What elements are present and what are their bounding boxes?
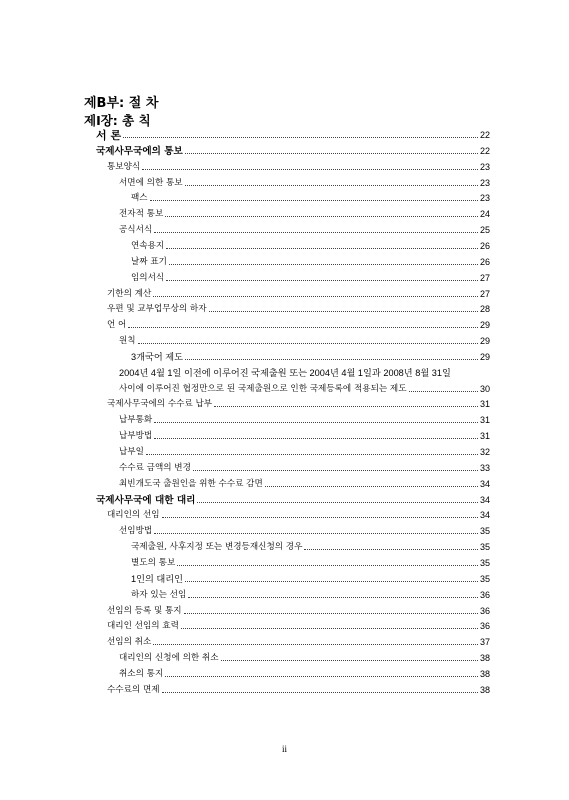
toc-dot-leader (197, 502, 478, 503)
toc-entry[interactable] (131, 586, 490, 601)
toc-entry-page: 34 (479, 510, 490, 521)
toc-dot-leader (162, 517, 478, 518)
toc-dot-leader (153, 644, 478, 645)
toc-entry-page: 30 (479, 383, 490, 394)
toc-entry[interactable] (131, 237, 490, 252)
toc-dot-leader (142, 169, 478, 170)
toc-dot-leader (128, 327, 478, 328)
toc-entry-page: 29 (479, 351, 490, 362)
toc-dot-leader (154, 232, 478, 233)
toc-entry-page: 24 (479, 209, 490, 220)
toc-entry-label: 국제사무국에 대한 대리 (96, 494, 196, 506)
toc-entry[interactable] (131, 554, 490, 569)
toc-entry-page: 38 (479, 684, 490, 695)
toc-dot-leader (193, 470, 478, 471)
toc-entry[interactable] (96, 126, 490, 141)
toc-dot-leader (166, 280, 478, 281)
toc-entry-page: 26 (479, 240, 490, 251)
toc-entry-label: 선임방법 (119, 526, 153, 537)
toc-entry[interactable] (119, 380, 490, 395)
toc-dot-leader (188, 597, 478, 598)
toc-entry-label: 전자적 통보 (119, 209, 164, 220)
toc-entry-label: 3개국어 제도 (131, 351, 184, 362)
toc-entry-page: 35 (479, 542, 490, 553)
toc-entry-label: 연속용지 (131, 240, 165, 251)
toc-entry-label: 서면에 의한 통보 (119, 177, 183, 188)
toc-dot-leader (214, 406, 478, 407)
toc-entry-label: 대리인 선임의 효력 (107, 621, 179, 632)
toc-entry-label: 선임의 등록 및 통지 (107, 605, 182, 616)
toc-entry-page: 22 (479, 130, 490, 140)
toc-entry[interactable] (119, 649, 490, 664)
toc-entry[interactable] (96, 491, 490, 506)
toc-dot-leader (162, 692, 478, 693)
toc-entry-page: 36 (479, 621, 490, 632)
toc-entry[interactable] (131, 253, 490, 268)
toc-dot-leader (166, 248, 478, 249)
toc-entry-page: 25 (479, 225, 490, 236)
toc-entry-label: 국제사무국에의 통보 (96, 145, 183, 157)
toc-entry-label: 임의서식 (131, 272, 165, 283)
toc-dot-leader (154, 422, 478, 423)
toc-dot-leader (165, 216, 478, 217)
toc-entry-page: 35 (479, 557, 490, 568)
toc-entry-page: 32 (479, 447, 490, 457)
toc-entry-label: 원칙 (119, 336, 136, 347)
toc-dot-leader (154, 533, 478, 534)
toc-entry-page: 31 (479, 431, 490, 442)
toc-dot-leader (221, 660, 478, 661)
toc-dot-leader (265, 486, 478, 487)
toc-entry-label: 수수료의 면제 (107, 684, 160, 695)
toc-entry-label: 날짜 표기 (131, 256, 167, 267)
toc-entry-label: 수수료 금액의 변경 (119, 462, 191, 473)
toc-entry-page: 29 (479, 320, 490, 331)
toc-entry-page: 31 (479, 415, 490, 426)
toc-entry-label: 납부일 (119, 447, 144, 457)
toc-dot-leader (181, 628, 478, 629)
toc-dot-leader (209, 311, 478, 312)
toc-entry-page: 33 (479, 462, 490, 473)
toc-dot-leader (146, 454, 478, 455)
toc-entry-page: 37 (479, 637, 490, 648)
toc-entry-label: 하자 있는 선임 (131, 589, 187, 600)
toc-entry[interactable] (107, 316, 490, 331)
toc-entry[interactable] (107, 300, 490, 315)
toc-entry-page: 22 (479, 145, 490, 156)
toc-entry-label: 서 론 (96, 129, 122, 142)
toc-dot-leader (184, 613, 478, 614)
toc-entry-label: 1인의 대리인 (131, 573, 184, 584)
toc-dot-leader (153, 296, 478, 297)
toc-dot-leader (185, 359, 478, 360)
toc-entry-label: 선임의 취소 (107, 637, 152, 648)
toc-dot-leader (185, 185, 478, 186)
toc-entry-label: 팩스 (131, 193, 148, 204)
toc-entry-label: 기한의 계산 (107, 288, 152, 299)
toc-entry-label: 통보양식 (107, 161, 141, 172)
toc-entry-page: 36 (479, 605, 490, 616)
toc-entry-label: 대리인의 신청에 의한 취소 (119, 653, 219, 664)
toc-entry[interactable] (107, 681, 490, 696)
toc-entry-page: 27 (479, 272, 490, 283)
toc-dot-leader (138, 343, 478, 344)
toc-dot-leader (185, 581, 478, 582)
toc-entry-page: 29 (479, 336, 490, 347)
toc-entry-label: 2004년 4월 1일 이전에 이루어진 국제출원 또는 2004년 4월 1일과 2008년 8월 31일 (119, 367, 451, 378)
toc-entry-page: 27 (479, 288, 490, 299)
toc-entry[interactable] (107, 395, 490, 410)
toc-entry-page: 23 (479, 177, 490, 188)
toc-entry-page: 26 (479, 256, 490, 267)
toc-entry[interactable] (119, 522, 490, 537)
toc-entry-label: 국제출원, 사후지정 또는 변경등재신청의 경우 (131, 542, 303, 553)
chapter-title: 제I장: 총 칙 (84, 113, 151, 128)
toc-entry[interactable] (119, 665, 490, 680)
toc-entry-label: 사이에 이루어진 협정만으로 된 국제출원으로 인한 국제등록에 적용되는 제도 (119, 383, 407, 394)
toc-entry-label: 국제사무국에의 수수료 납부 (107, 399, 213, 410)
toc-entry[interactable] (107, 285, 490, 300)
toc-entry[interactable] (119, 475, 490, 490)
toc-entry-page: 23 (479, 161, 490, 172)
part-title: 제B부: 절 차 (84, 96, 159, 111)
toc-entry[interactable] (119, 459, 490, 474)
toc-entry[interactable] (107, 633, 490, 648)
toc-entry-page: 31 (479, 399, 490, 410)
toc-entry[interactable] (131, 348, 490, 363)
toc-entry-label: 대리인의 선임 (107, 510, 160, 521)
toc-entry[interactable] (119, 411, 490, 426)
toc-entry[interactable] (131, 570, 490, 585)
toc-entry-label: 별도의 통보 (131, 557, 176, 568)
toc-entry[interactable] (119, 427, 490, 442)
toc-entry[interactable] (107, 602, 490, 617)
toc-entry-page: 35 (479, 573, 490, 584)
toc-dot-leader (154, 438, 478, 439)
toc-dot-leader (177, 565, 478, 566)
page-number: ii (281, 744, 287, 754)
toc-entry[interactable] (119, 443, 490, 458)
toc-entry[interactable] (131, 538, 490, 553)
toc-entry[interactable] (107, 617, 490, 632)
toc-entry-page: 38 (479, 653, 490, 664)
toc-entry-label: 우편 및 교부업무상의 하자 (107, 304, 207, 315)
toc-entry[interactable] (96, 142, 490, 157)
toc-entry[interactable] (107, 158, 490, 173)
toc-entry-page: 28 (479, 304, 490, 315)
toc-entry[interactable] (107, 506, 490, 521)
toc-entry[interactable] (119, 174, 490, 189)
toc-entry[interactable] (119, 332, 490, 347)
toc-entry[interactable] (119, 205, 490, 220)
toc-entry-page: 34 (479, 478, 490, 489)
toc-entry[interactable] (131, 189, 490, 204)
toc-entry-label: 납부통화 (119, 415, 153, 426)
toc-entry-label: 납부방법 (119, 431, 153, 442)
toc-entry-label: 취소의 통지 (119, 668, 164, 679)
toc-entry-page: 23 (479, 193, 490, 204)
toc-dot-leader (150, 200, 478, 201)
toc-dot-leader (123, 137, 478, 138)
toc-dot-leader (409, 391, 478, 392)
toc-entry-label: 공식서식 (119, 225, 153, 236)
toc-entry-label: 최빈개도국 출원인을 위한 수수료 감면 (119, 478, 263, 489)
toc-dot-leader (185, 153, 478, 154)
toc-entry-page: 35 (479, 526, 490, 537)
toc-entry[interactable] (131, 269, 490, 284)
toc-entry-page: 34 (479, 494, 490, 505)
toc-dot-leader (304, 549, 478, 550)
toc-entry-page: 36 (479, 589, 490, 600)
toc-dot-leader (169, 264, 478, 265)
toc-entry-label: 언 어 (107, 320, 127, 331)
toc-entry-page: 38 (479, 668, 490, 679)
toc-entry[interactable] (119, 364, 490, 379)
toc-dot-leader (165, 676, 478, 677)
toc-entry[interactable] (119, 221, 490, 236)
